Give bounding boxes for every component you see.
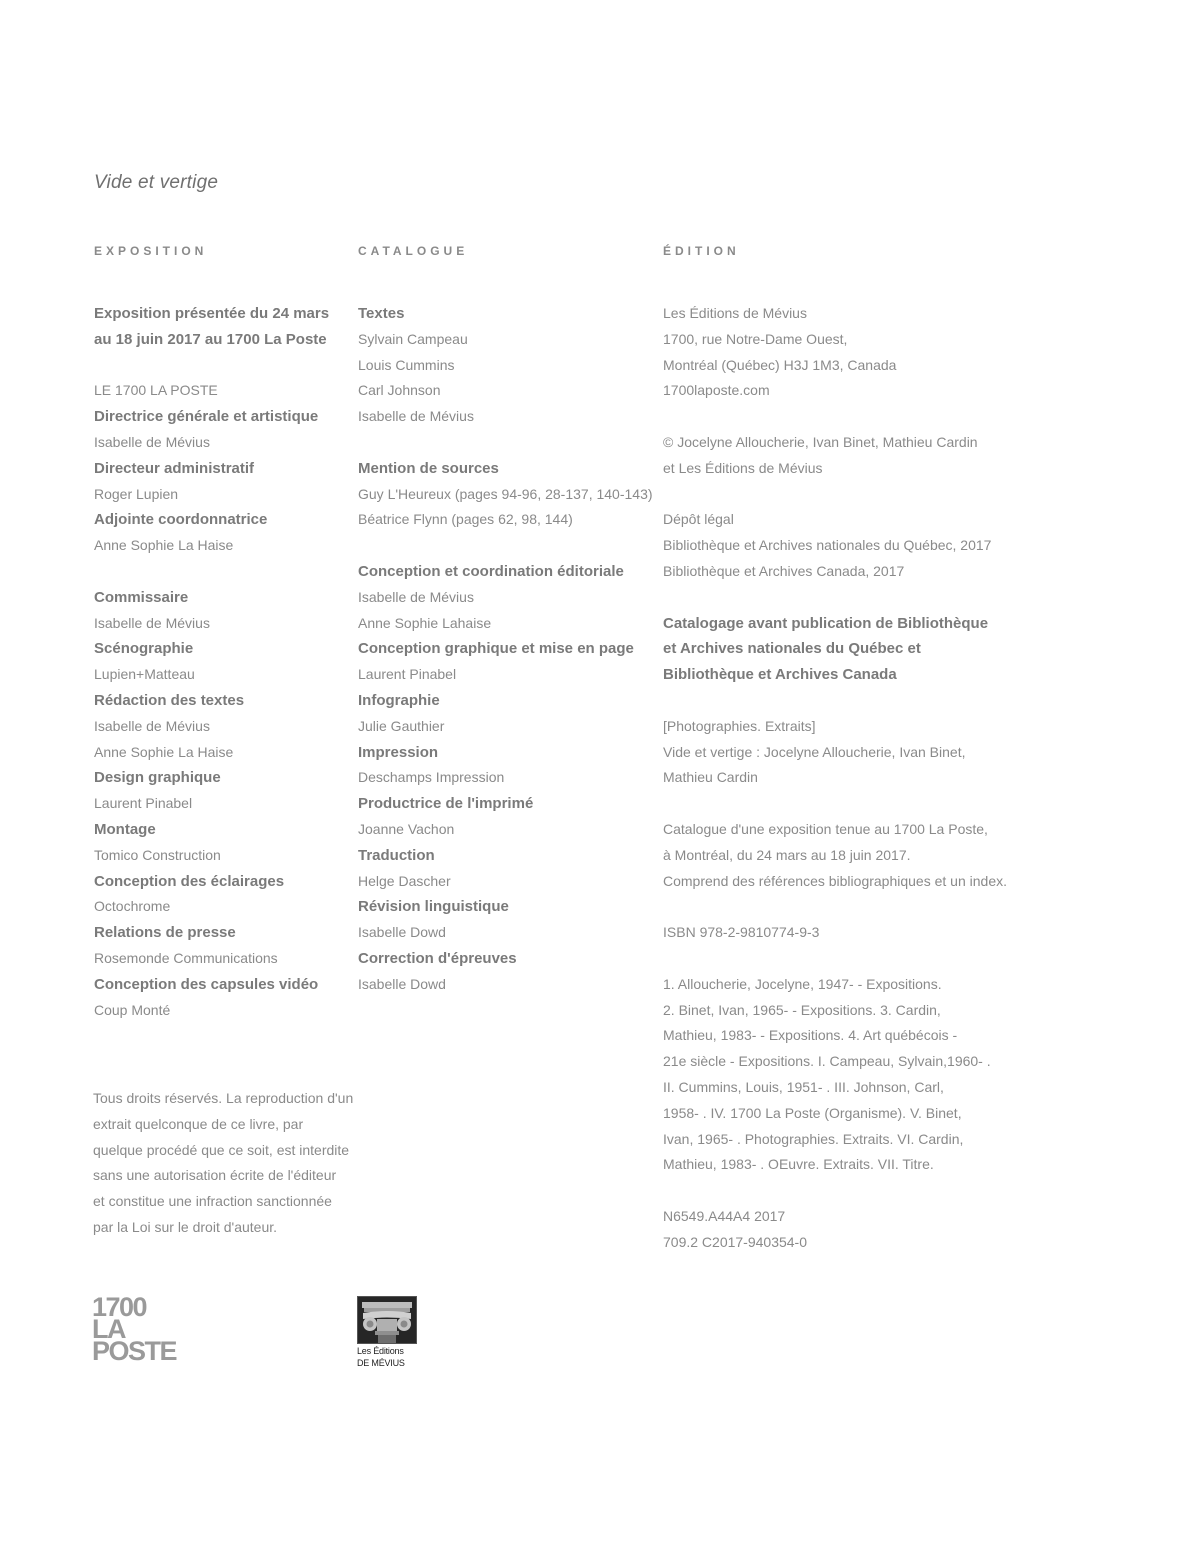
page-title: Vide et vertige bbox=[94, 172, 219, 193]
credit-line: Roger Lupien bbox=[94, 485, 179, 502]
spacer bbox=[663, 585, 993, 611]
logo-1700-line: LA bbox=[92, 1314, 125, 1344]
credit-line: Mathieu Cardin bbox=[663, 769, 758, 786]
logo-1700-line: POSTE bbox=[92, 1336, 177, 1366]
credit-line: Helge Dascher bbox=[358, 872, 451, 889]
credit-line: Isabelle Dowd bbox=[358, 975, 446, 992]
credit-line: Sylvain Campeau bbox=[358, 330, 468, 347]
credit-heading: Catalogage avant publication de Bibliothèque bbox=[663, 614, 989, 632]
credit-heading: Révision linguistique bbox=[358, 898, 509, 916]
edition-column bbox=[663, 244, 1007, 1255]
credit-line: Isabelle de Mévius bbox=[358, 408, 474, 425]
credit-line: N6549.A44A4 2017 bbox=[663, 1207, 786, 1224]
spacer bbox=[663, 1178, 993, 1204]
credit-line: 1. Alloucherie, Jocelyne, 1947- - Expositions. bbox=[663, 975, 942, 992]
credit-line: Louis Cummins bbox=[358, 356, 455, 373]
spacer bbox=[663, 404, 993, 430]
credit-heading: Exposition présentée du 24 mars bbox=[94, 305, 330, 322]
credit-line: 2. Binet, Ivan, 1965- - Expositions. 3. Cardin, bbox=[663, 1001, 941, 1018]
credit-line: Catalogue d'une exposition tenue au 1700 La Poste, bbox=[663, 820, 988, 837]
credit-line: Béatrice Flynn (pages 62, 98, 144) bbox=[358, 511, 573, 528]
credit-line: Rosemonde Communications bbox=[94, 949, 278, 966]
logo-1700-la-poste bbox=[92, 1292, 192, 1366]
credit-line: II. Cummins, Louis, 1951- . III. Johnson, Carl, bbox=[663, 1078, 944, 1095]
credit-heading: Conception des capsules vidéo bbox=[94, 975, 319, 993]
credit-line: © Jocelyne Alloucherie, Ivan Binet, Mathieu Cardin bbox=[663, 433, 978, 450]
credit-line: Isabelle de Mévius bbox=[358, 588, 474, 605]
rights-notice bbox=[93, 1086, 354, 1241]
catalogue-heading: CATALOGUE bbox=[358, 244, 469, 258]
spacer bbox=[663, 482, 993, 508]
credit-heading: Impression bbox=[358, 743, 439, 761]
spacer bbox=[663, 791, 993, 817]
credit-heading: Bibliothèque et Archives Canada bbox=[663, 666, 897, 684]
rights-line: Tous droits réservés. La reproduction d'un bbox=[93, 1090, 354, 1106]
credit-heading: Adjointe coordonnatrice bbox=[94, 511, 268, 529]
spacer bbox=[358, 533, 648, 559]
credit-line: 1958- . IV. 1700 La Poste (Organisme). V. Binet, bbox=[663, 1104, 962, 1121]
credit-heading: Scénographie bbox=[94, 640, 194, 658]
credit-line: 1700, rue Notre-Dame Ouest, bbox=[663, 330, 848, 347]
catalogue-lines bbox=[358, 301, 653, 998]
credit-line: Carl Johnson bbox=[358, 382, 441, 399]
exposition-column bbox=[94, 244, 344, 1023]
logo-editions-de-mevius bbox=[357, 1296, 419, 1368]
credit-line: Guy L'Heureux (pages 94-96, 28-137, 140-143) bbox=[358, 485, 653, 502]
rights-line: quelque procédé que ce soit, est interdite bbox=[93, 1141, 350, 1158]
credit-line: Octochrome bbox=[94, 898, 171, 915]
credit-heading: Design graphique bbox=[94, 769, 221, 787]
credit-line: Isabelle de Mévius bbox=[94, 433, 210, 450]
exposition-heading: EXPOSITION bbox=[94, 244, 208, 258]
rights-line: extrait quelconque de ce livre, par bbox=[93, 1115, 304, 1132]
credit-line: [Photographies. Extraits] bbox=[663, 717, 816, 734]
credit-line: 1700laposte.com bbox=[663, 382, 770, 399]
credit-line: Deschamps Impression bbox=[358, 769, 505, 786]
spacer bbox=[94, 353, 344, 379]
credit-line: Montréal (Québec) H3J 1M3, Canada bbox=[663, 356, 897, 373]
credit-line: Vide et vertige : Jocelyne Alloucherie, Ivan Binet, bbox=[663, 743, 966, 760]
credit-line: Dépôt légal bbox=[663, 511, 734, 528]
credit-line: à Montréal, du 24 mars au 18 juin 2017. bbox=[663, 846, 911, 863]
credit-line: 21e siècle - Expositions. I. Campeau, Sylvain,1960- . bbox=[663, 1053, 991, 1070]
credit-line: LE 1700 LA POSTE bbox=[94, 382, 218, 399]
credit-line: Coup Monté bbox=[94, 1001, 171, 1018]
credit-heading: Conception et coordination éditoriale bbox=[358, 562, 624, 580]
credit-heading: Textes bbox=[358, 305, 405, 322]
column-capital-icon bbox=[357, 1296, 417, 1344]
credit-line: Anne Sophie La Haise bbox=[94, 537, 234, 554]
credit-line: Isabelle Dowd bbox=[358, 924, 446, 941]
credit-heading: au 18 juin 2017 au 1700 La Poste bbox=[94, 330, 327, 348]
credit-heading: Infographie bbox=[358, 691, 440, 709]
spacer bbox=[663, 688, 993, 714]
spacer bbox=[94, 559, 344, 585]
credit-heading: Directrice générale et artistique bbox=[94, 408, 319, 426]
credit-heading: Conception des éclairages bbox=[94, 872, 285, 890]
credit-heading: Rédaction des textes bbox=[94, 691, 245, 709]
credit-line: Joanne Vachon bbox=[358, 820, 455, 837]
catalogue-column bbox=[358, 244, 653, 998]
logo-mevius-caption-2: DE MÉVIUS bbox=[357, 1358, 405, 1368]
credit-line: et Les Éditions de Mévius bbox=[663, 459, 823, 476]
rights-line: sans une autorisation écrite de l'éditeur bbox=[93, 1167, 337, 1184]
credit-line: Comprend des références bibliographiques et un index. bbox=[663, 872, 1007, 889]
credit-line: Mathieu, 1983- . OEuvre. Extraits. VII. Titre. bbox=[663, 1156, 934, 1173]
credit-line: ISBN 978-2-9810774-9-3 bbox=[663, 924, 820, 941]
credit-line: 709.2 C2017-940354-0 bbox=[663, 1233, 808, 1250]
exposition-lines bbox=[94, 301, 344, 1023]
credit-line: Mathieu, 1983- - Expositions. 4. Art québécois - bbox=[663, 1027, 958, 1044]
credit-heading: Productrice de l'imprimé bbox=[358, 795, 534, 813]
rights-line: par la Loi sur le droit d'auteur. bbox=[93, 1218, 278, 1235]
credit-heading: Directeur administratif bbox=[94, 459, 255, 477]
spacer bbox=[358, 430, 648, 456]
credit-line: Laurent Pinabel bbox=[358, 666, 457, 683]
credit-line: Laurent Pinabel bbox=[94, 795, 193, 812]
logo-mevius-caption-1: Les Éditions bbox=[357, 1346, 404, 1356]
credit-heading: Mention de sources bbox=[358, 459, 499, 477]
credit-heading: Correction d'épreuves bbox=[358, 949, 517, 967]
credit-line: Anne Sophie Lahaise bbox=[358, 614, 492, 631]
credit-heading: Montage bbox=[94, 820, 156, 838]
credit-line: Isabelle de Mévius bbox=[94, 614, 210, 631]
credit-line: Tomico Construction bbox=[94, 846, 221, 863]
credit-heading: Commissaire bbox=[94, 588, 189, 606]
credit-heading: et Archives nationales du Québec et bbox=[663, 640, 921, 658]
credit-heading: Conception graphique et mise en page bbox=[358, 640, 634, 658]
credit-line: Isabelle de Mévius bbox=[94, 717, 210, 734]
logo-1700-line: 1700 bbox=[92, 1292, 147, 1322]
credit-line: Bibliothèque et Archives Canada, 2017 bbox=[663, 562, 905, 579]
rights-line: et constitue une infraction sanctionnée bbox=[93, 1193, 332, 1210]
credit-line: Anne Sophie La Haise bbox=[94, 743, 234, 760]
spacer bbox=[663, 946, 993, 972]
credit-line: Bibliothèque et Archives nationales du Québec, 2017 bbox=[663, 537, 992, 554]
credit-line: Lupien+Matteau bbox=[94, 666, 195, 683]
credit-line: Les Éditions de Mévius bbox=[663, 305, 807, 321]
edition-lines bbox=[663, 301, 1007, 1255]
credit-line: Ivan, 1965- . Photographies. Extraits. VI. Cardin, bbox=[663, 1130, 964, 1147]
edition-heading: ÉDITION bbox=[663, 244, 740, 258]
credit-heading: Relations de presse bbox=[94, 924, 236, 942]
credit-line: Julie Gauthier bbox=[358, 717, 445, 734]
credit-heading: Traduction bbox=[358, 846, 435, 864]
spacer bbox=[663, 894, 993, 920]
